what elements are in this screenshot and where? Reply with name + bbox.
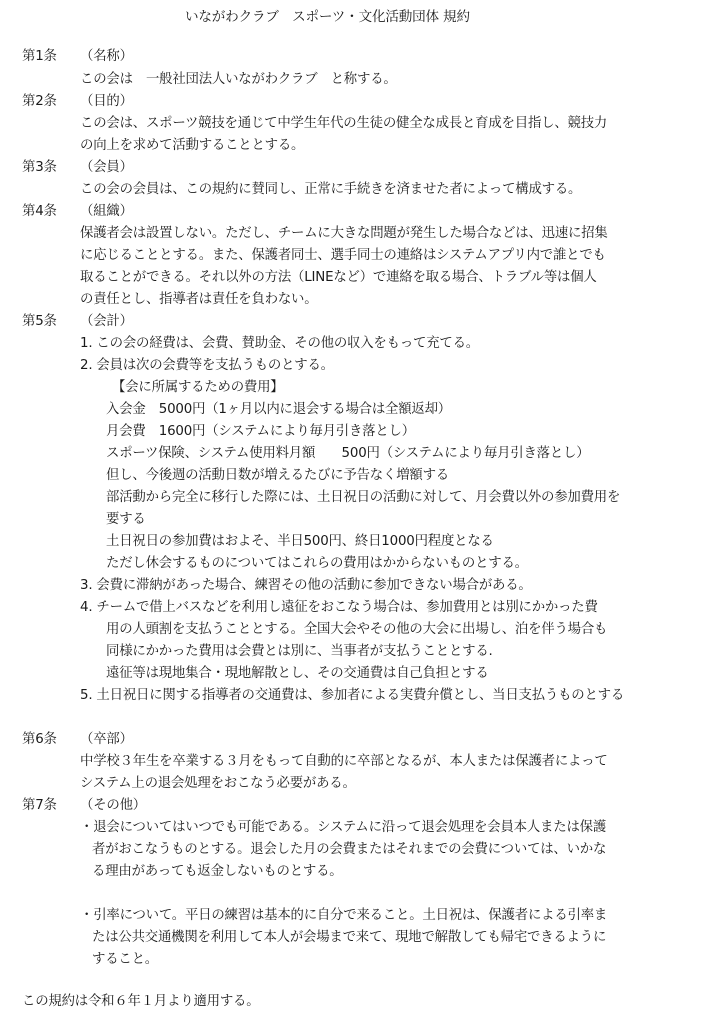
article-7-bullet-1: ・退会についてはいつでも可能である。システムに沿って退会処理を会員本人または保護 <box>80 820 607 835</box>
article-1-heading: （名称） <box>80 49 133 64</box>
article-5-item-4-cont: 同様にかかった費用は会費とは別に、当事者が支払うこととする. <box>106 644 493 659</box>
article-5-number: 第5条 <box>22 314 57 329</box>
fee-note: ただし休会するものについてはこれらの費用はかからないものとする。 <box>106 556 528 571</box>
article-5-item-3: 3. 会費に滞納があった場合、練習その他の活動に参加できない場合がある。 <box>80 578 532 593</box>
article-5-item-5: 5. 土日祝日に関する指導者の交通費は、参加者による実費弁償とし、当日支払うものとする <box>80 688 625 703</box>
fee-line: 月会費 1600円（システムにより毎月引き落とし） <box>106 424 415 439</box>
article-1-body: この会は 一般社団法人いながわクラブ と称する。 <box>80 72 397 87</box>
article-3-heading: （会員） <box>80 160 133 175</box>
article-6-heading: （卒部） <box>80 732 133 747</box>
article-2-number: 第2条 <box>22 94 57 109</box>
document-title: いながわクラブ スポーツ・文化活動団体 規約 <box>185 9 470 25</box>
article-6-line: システム上の退会処理をおこなう必要がある。 <box>80 776 356 791</box>
article-7-bullet-2-cont: たは公共交通機関を利用して本人が会場まで来て、現地で解散しても帰宅できるように <box>92 930 607 945</box>
article-5-item-1: 1. この会の経費は、会費、賛助金、その他の収入をもって充てる。 <box>80 336 479 351</box>
article-7-bullet-2: ・引率について。平日の練習は基本的に自分で来ること。土日祝は、保護者による引率ま <box>80 908 608 923</box>
fee-section-heading: 【会に所属するための費用】 <box>112 380 284 395</box>
fee-note: 部活動から完全に移行した際には、土日祝日の活動に対して、月会費以外の参加費用を <box>106 490 621 505</box>
article-1-number: 第1条 <box>22 49 57 64</box>
article-6-number: 第6条 <box>22 732 57 747</box>
article-2-heading: （目的） <box>80 94 133 109</box>
article-4-line: に応じることとする。また、保護者同士、選手同士の連絡はシステムアプリ内で誰とでも <box>80 248 606 263</box>
fee-note: 土日祝日の参加費はおよそ、半日500円、終日1000円程度となる <box>106 534 494 549</box>
article-7-bullet-1-cont: 者がおこなうものとする。退会した月の会費またはそれまでの会費については、いかな <box>92 842 607 857</box>
effective-date-note: この規約は令和６年１月より適用する。 <box>22 994 260 1009</box>
article-5-item-4-cont: 遠征等は現地集合・現地解散とし、その交通費は自己負担とする <box>106 666 489 681</box>
article-4-heading: （組織） <box>80 204 133 219</box>
article-7-bullet-1-cont: る理由があっても返金しないものとする。 <box>92 864 343 879</box>
article-3-number: 第3条 <box>22 160 57 175</box>
fee-line: スポーツ保険、システム使用料月額 500円（システムにより毎月引き落とし） <box>106 446 590 461</box>
article-4-line: 取ることができる。それ以外の方法（LINEなど）で連絡を取る場合、トラブル等は個人 <box>80 270 597 285</box>
article-5-item-4-cont: 用の人頭割を支払うこととする。全国大会やその他の大会に出場し、泊を伴う場合も <box>106 622 608 637</box>
article-5-item-4: 4. チームで借上バスなどを利用し遠征をおこなう場合は、参加費用とは別にかかった費 <box>80 600 598 615</box>
article-7-heading: （その他） <box>80 798 146 813</box>
article-5-heading: （会計） <box>80 314 133 329</box>
article-7-bullet-2-cont: すること。 <box>92 952 158 967</box>
article-4-number: 第4条 <box>22 204 57 219</box>
article-5-item-2: 2. 会員は次の会費等を支払うものとする。 <box>80 358 334 373</box>
article-2-line: この会は、スポーツ競技を通じて中学生年代の生徒の健全な成長と育成を目指し、競技力 <box>80 116 608 131</box>
fee-line: 入会金 5000円（1ヶ月以内に退会する場合は全額返却） <box>106 402 451 417</box>
fee-note: 但し、今後週の活動日数が増えるたびに予告なく増額する <box>106 468 449 483</box>
article-3-body: この会の会員は、この規約に賛同し、正常に手続きを済ませた者によって構成する。 <box>80 182 582 197</box>
article-4-line: 保護者会は設置しない。ただし、チームに大きな問題が発生した場合などは、迅速に招集 <box>80 226 608 241</box>
article-2-line: の向上を求めて活動することとする。 <box>80 138 305 153</box>
article-7-number: 第7条 <box>22 798 57 813</box>
fee-note: 要する <box>106 512 146 527</box>
article-4-line: の責任とし、指導者は責任を負わない。 <box>80 292 318 307</box>
article-6-line: 中学校３年生を卒業する３月をもって自動的に卒部となるが、本人または保護者によって <box>80 754 608 769</box>
